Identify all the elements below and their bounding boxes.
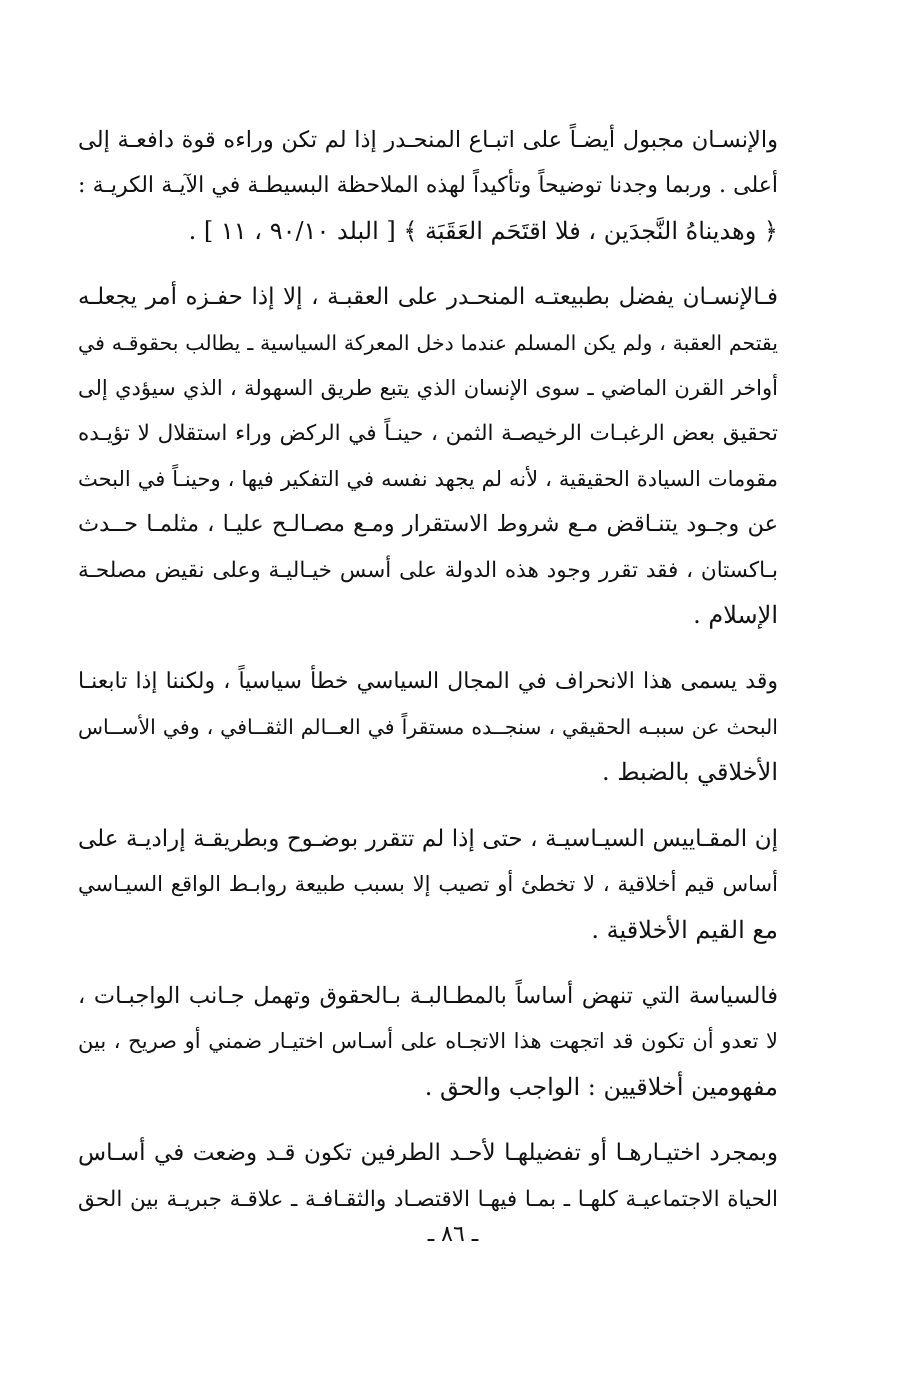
text-line: لا تعدو أن تكون قد اتجهت هذا الاتجـاه على أسـاس اختيـار ضمني أو صريح ، بين bbox=[78, 1029, 778, 1054]
paragraph-5 bbox=[78, 974, 778, 1110]
text-line: أعلى . وربما وجدنا توضيحاً وتأكيداً لهذه الملاحظة البسيطـة في الآيـة الكريـة : bbox=[78, 173, 778, 199]
paragraph-4 bbox=[78, 817, 778, 953]
text-line: بـاكستان ، فقد تقرر وجود هذه الدولة على أسس خيـاليـة وعلى نقيض مصلحـة bbox=[78, 557, 778, 583]
text-line: مقومات السيادة الحقيقية ، لأنه لم يجهد نفسه في التفكير فيها ، وحينـاً في البحث bbox=[78, 466, 778, 491]
paragraph-1 bbox=[78, 118, 778, 254]
body-text bbox=[78, 118, 778, 1243]
text-line: وقد يسمى هذا الانحراف في المجال السياسي خطأ سياسياً ، ولكننا إذا تابعنـا bbox=[78, 669, 778, 695]
paragraph-3 bbox=[78, 659, 778, 795]
text-line: يقتحم العقبة ، ولم يكن المسلم عندما دخل المعركة السياسية ـ يطالب بحقوقـه في bbox=[78, 330, 778, 355]
text-line: فالسياسة التي تنهض أساساً بالمطـالبـة بـالحقوق وتهمل جـانب الواجبـات ، bbox=[78, 982, 778, 1009]
text-line: أواخر القرن الماضي ـ سوى الإنسان الذي يتبع طريق السهولة ، الذي سيؤدي إلى bbox=[78, 376, 778, 401]
text-line: البحث عن سببـه الحقيقي ، سنجــده مستقراً في العــالم الثقــافي ، وفي الأســاس bbox=[78, 714, 778, 739]
text-line: عن وجـود يتنـاقض مـع شروط الاستقرار ومـع مصـالـح عليـا ، مثلمـا حــدث bbox=[78, 511, 778, 538]
text-line: أساس قيم أخلاقية ، لا تخطئ أو تصيب إلا بسبب طبيعة روابـط الواقع السيـاسي bbox=[78, 872, 778, 897]
page-number: ـ ٨٦ ـ bbox=[427, 1222, 479, 1247]
text-line: تحقيق بعض الرغبـات الرخيصـة الثمن ، حينـاً في الركض وراء استقلال لا تؤيـده bbox=[78, 421, 778, 447]
text-line: والإنسـان مجبول أيضـاً على اتبـاع المنحـدر إذا لم تكن وراءه قوة دافعـة إلى bbox=[78, 127, 778, 153]
text-line: مع القيم الأخلاقية . bbox=[591, 915, 778, 944]
text-line: وبمجرد اختيـارهـا أو تفضيلهـا لأحـد الطرفين تكون قـد وضعت في أسـاس bbox=[78, 1140, 778, 1167]
paragraph-6 bbox=[78, 1131, 778, 1222]
text-line: الأخلاقي بالضبط . bbox=[601, 758, 778, 787]
text-line: مفهومين أخلاقيين : الواجب والحق . bbox=[424, 1072, 778, 1101]
text-line: الإسلام . bbox=[693, 601, 778, 630]
text-line: إن المقـاييس السيـاسيـة ، حتى إذا لم تتقرر بوضـوح وبطريقـة إراديـة على bbox=[78, 825, 778, 852]
paragraph-2 bbox=[78, 275, 778, 638]
text-line: فـالإنسـان يفضل بطبيعتـه المنحـدر على العقبـة ، إلا إذا حفـزه أمر يجعلـه bbox=[78, 284, 778, 311]
text-line: الحياة الاجتماعيـة كلهـا ـ بمـا فيهـا الاقتصـاد والثقـافـة ـ علاقـة جبريـة بين الحق bbox=[78, 1186, 778, 1212]
quran-verse-line: ﴿ وهديناهُ النَّجدَين ، فلا اقتَحَم العَقَبَة ﴾ [ البلد ٩٠/١٠ ، ١١ ] . bbox=[188, 216, 778, 245]
